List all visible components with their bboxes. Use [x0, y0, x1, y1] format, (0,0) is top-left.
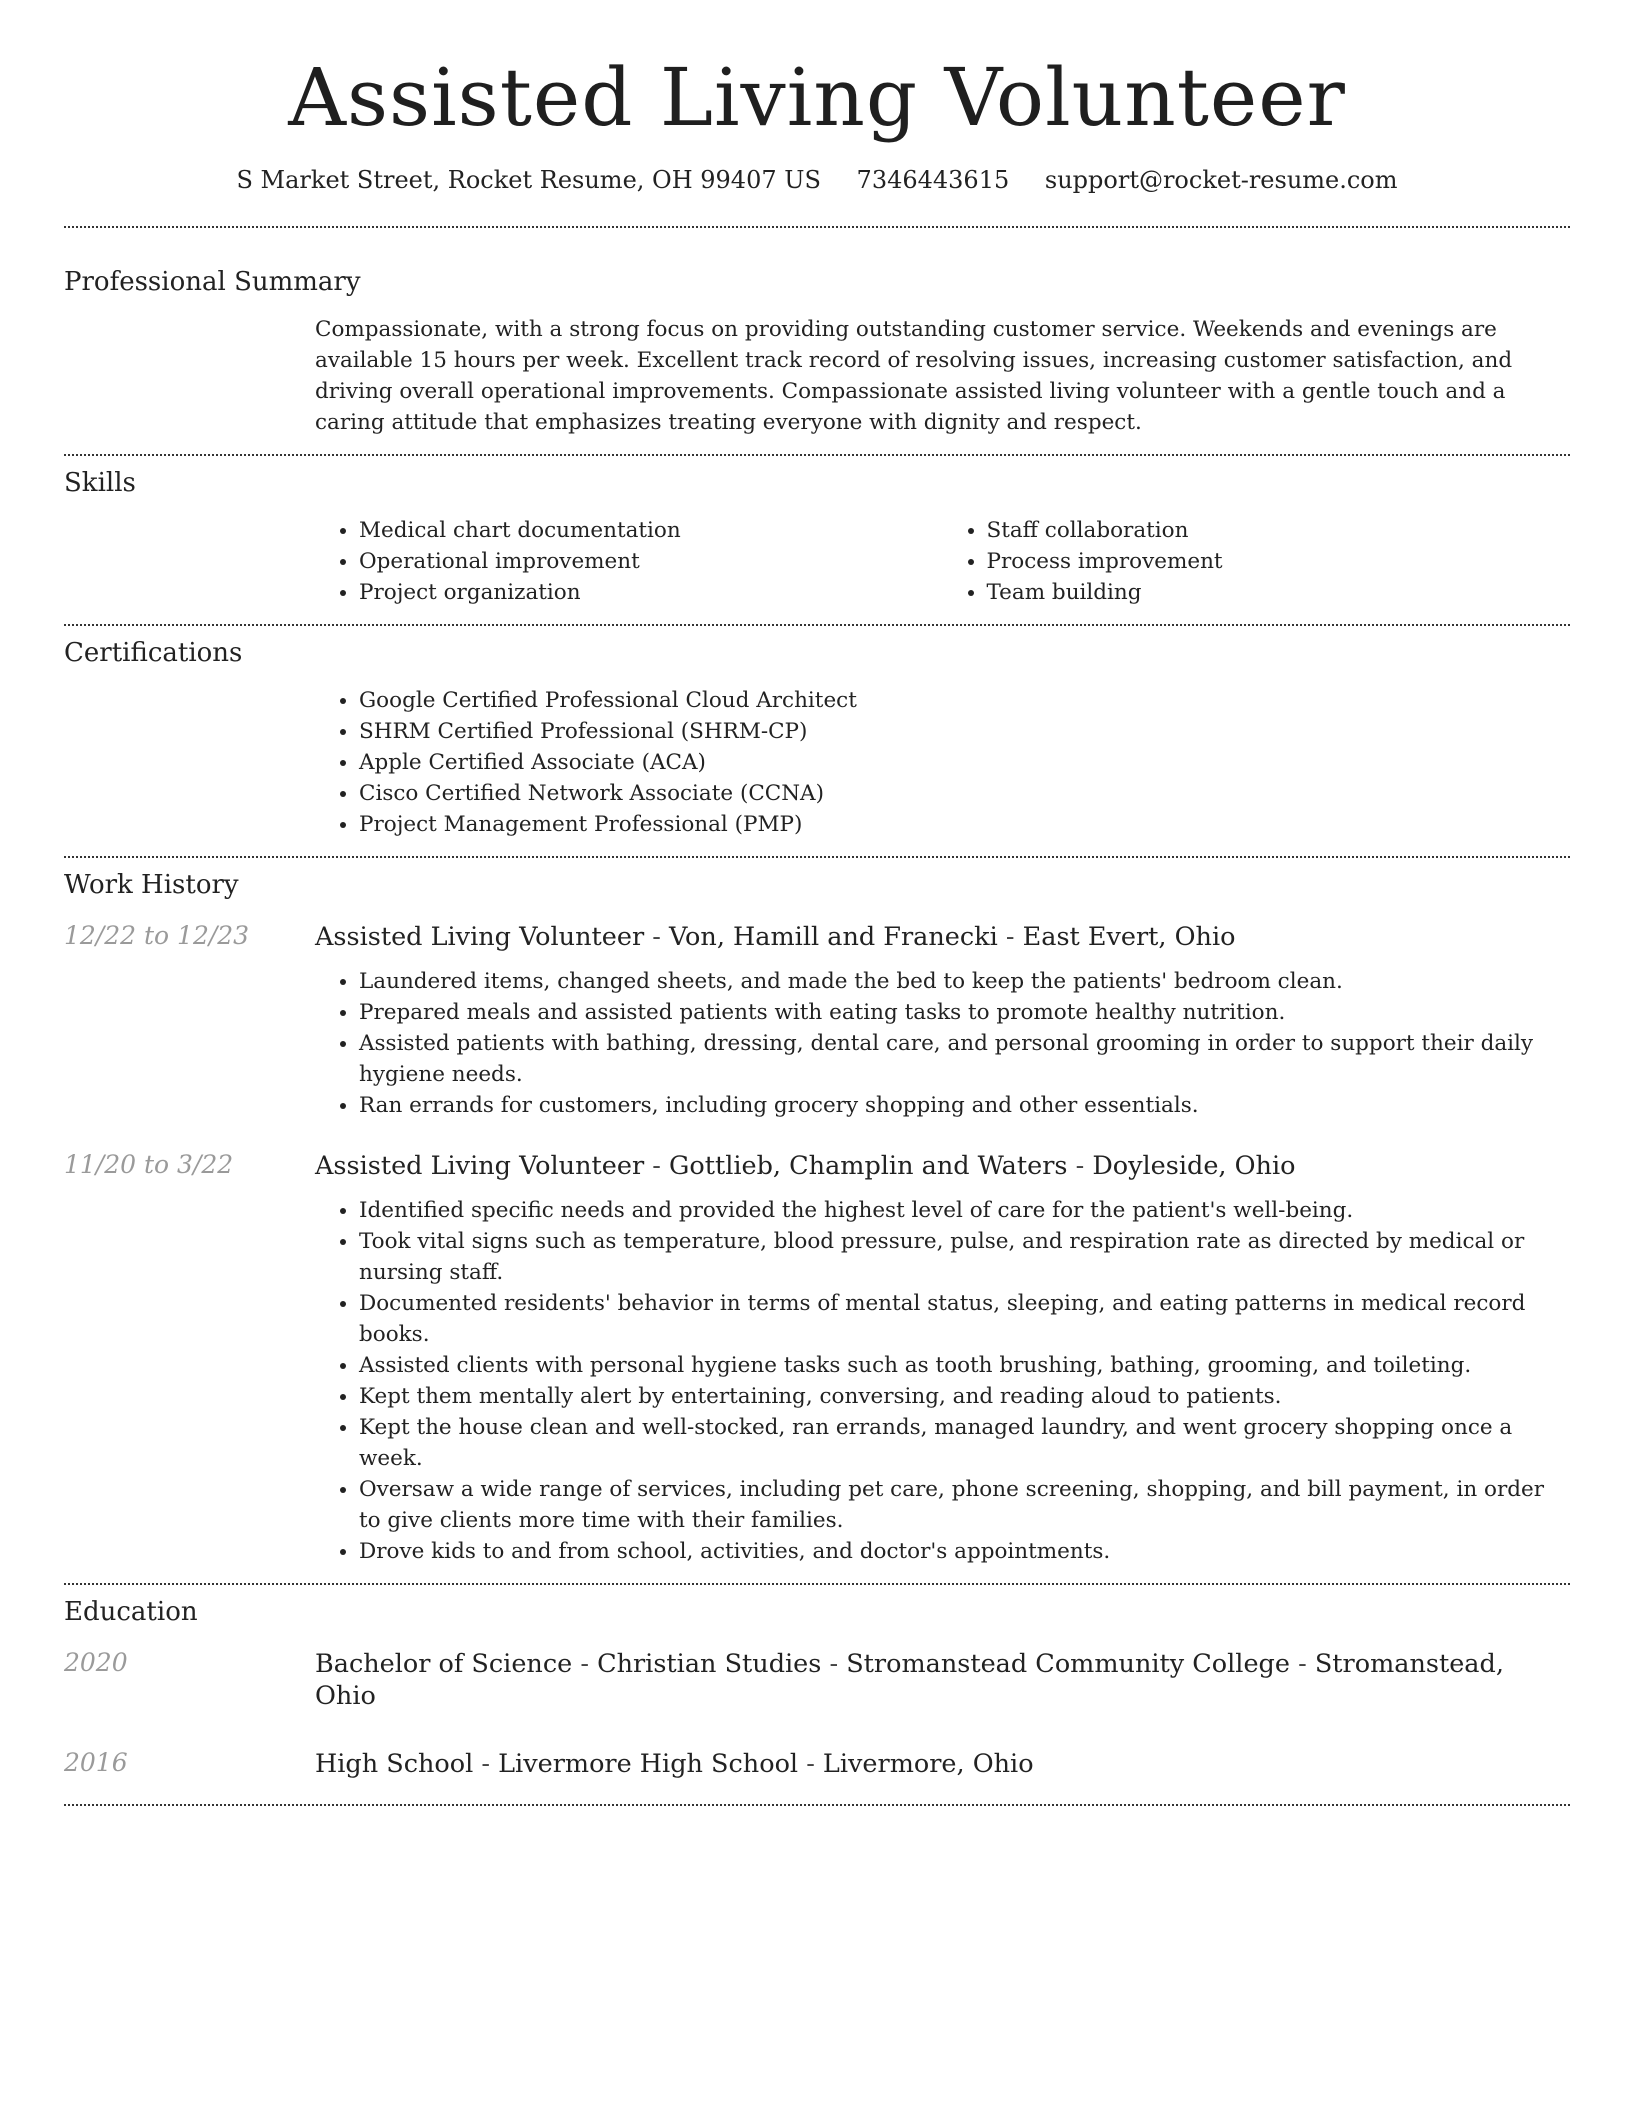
job-bullet: • Kept them mentally alert by entertaining, conversing, and reading aloud to patients.	[359, 1381, 1570, 1412]
resume-name: Assisted Living Volunteer	[288, 51, 1346, 144]
job-bullet: • Ran errands for customers, including grocery shopping and other essentials.	[359, 1090, 1570, 1121]
section-title-certifications: Certifications	[64, 638, 243, 668]
job-dates: 12/22 to 12/23	[64, 921, 250, 950]
certification-item: • Cisco Certified Network Associate (CCNA)	[359, 778, 1570, 809]
divider	[64, 856, 1570, 858]
section-title-summary: Professional Summary	[64, 267, 361, 297]
divider	[64, 1804, 1570, 1806]
education-school: Stromanstead Community College	[846, 1649, 1290, 1679]
skills-list-left	[315, 515, 943, 608]
skills-section	[64, 468, 1570, 608]
section-title-work: Work History	[64, 870, 239, 900]
education-section	[64, 1597, 1570, 1780]
certifications-list	[315, 685, 1570, 840]
education-year: 2020	[64, 1648, 128, 1677]
job-bullet: • Kept the house clean and well-stocked, ran errands, managed laundry, and went grocery shopping once a week.	[359, 1412, 1570, 1474]
education-location: Livermore, Ohio	[822, 1749, 1034, 1779]
job-company: Von, Hamill and Franecki	[668, 922, 998, 952]
job-bullets	[315, 966, 1570, 1121]
education-title-line: Bachelor of Science - Christian Studies - Stromanstead Community College - Stromanstead, Ohio	[315, 1649, 1504, 1711]
job-role: Assisted Living Volunteer	[315, 922, 645, 952]
resume-page	[64, 0, 1570, 1806]
certification-item: • Project Management Professional (PMP)	[359, 809, 1570, 840]
summary-text: Compassionate, with a strong focus on providing outstanding customer service. Weekends and evenings are available 15 hours per week. Excellent track record of resolving issues, increasing customer satisfaction, and driving overall operational improvements. Compassionate assisted living volunteer with a gentle touch and a caring attitude that emphasizes treating everyone with dignity and respect.	[315, 317, 1513, 435]
job-title-line: Assisted Living Volunteer - Von, Hamill and Franecki - East Evert, Ohio	[315, 922, 1236, 952]
education-degree: High School	[315, 1749, 474, 1779]
divider	[64, 1583, 1570, 1585]
education-field: Christian Studies	[597, 1649, 822, 1679]
skills-list-right	[943, 515, 1571, 608]
job-bullet: • Laundered items, changed sheets, and made the bed to keep the patients' bedroom clean.	[359, 966, 1570, 997]
summary-section	[64, 267, 1570, 438]
education-entry	[64, 1648, 1570, 1712]
certification-item: • Apple Certified Associate (ACA)	[359, 747, 1570, 778]
divider	[64, 226, 1570, 228]
job-entry	[64, 921, 1570, 1121]
job-title-line: Assisted Living Volunteer - Gottlieb, Champlin and Waters - Doyleside, Ohio	[315, 1151, 1296, 1181]
job-bullet: • Oversaw a wide range of services, including pet care, phone screening, shopping, and bill payment, in order to give clients more time with their families.	[359, 1474, 1570, 1536]
job-company: Gottlieb, Champlin and Waters	[668, 1151, 1068, 1181]
job-bullet: • Documented residents' behavior in terms of mental status, sleeping, and eating patterns in medical record books.	[359, 1288, 1570, 1350]
divider	[64, 624, 1570, 626]
job-dates: 11/20 to 3/22	[64, 1150, 234, 1179]
skill-item: • Project organization	[359, 577, 943, 608]
job-location: Doyleside, Ohio	[1092, 1151, 1296, 1181]
job-bullet: • Assisted patients with bathing, dressing, dental care, and personal grooming in order to support their daily hygiene needs.	[359, 1028, 1570, 1090]
job-entry	[64, 1150, 1570, 1567]
contact-phone: 7346443615	[856, 166, 1010, 194]
skill-item: • Process improvement	[987, 546, 1571, 577]
job-location: East Evert, Ohio	[1022, 922, 1236, 952]
contact-address: S Market Street, Rocket Resume, OH 99407 US	[236, 166, 821, 194]
skill-item: • Medical chart documentation	[359, 515, 943, 546]
skill-item: • Staff collaboration	[987, 515, 1571, 546]
work-history-section	[64, 870, 1570, 1567]
skill-item: • Team building	[987, 577, 1571, 608]
divider	[64, 454, 1570, 456]
job-bullet: • Identified specific needs and provided the highest level of care for the patient's well-being.	[359, 1195, 1570, 1226]
section-title-education: Education	[64, 1597, 198, 1627]
education-degree: Bachelor of Science	[315, 1649, 573, 1679]
contact-email: support@rocket-resume.com	[1044, 166, 1398, 194]
job-role: Assisted Living Volunteer	[315, 1151, 645, 1181]
certifications-section	[64, 638, 1570, 840]
certification-item: • SHRM Certified Professional (SHRM-CP)	[359, 716, 1570, 747]
certification-item: • Google Certified Professional Cloud Architect	[359, 685, 1570, 716]
section-title-skills: Skills	[64, 468, 136, 498]
job-bullets	[315, 1195, 1570, 1567]
job-bullet: • Drove kids to and from school, activities, and doctor's appointments.	[359, 1536, 1570, 1567]
job-bullet: • Prepared meals and assisted patients with eating tasks to promote healthy nutrition.	[359, 997, 1570, 1028]
education-school: Livermore High School	[498, 1749, 799, 1779]
education-location: Stromanstead, Ohio	[315, 1649, 1504, 1711]
education-entry	[64, 1748, 1570, 1780]
education-title-line: High School - Livermore High School - Livermore, Ohio	[315, 1749, 1034, 1779]
skill-item: • Operational improvement	[359, 546, 943, 577]
education-year: 2016	[64, 1748, 128, 1777]
job-bullet: • Took vital signs such as temperature, blood pressure, pulse, and respiration rate as directed by medical or nursing staff.	[359, 1226, 1570, 1288]
contact-line	[64, 166, 1570, 194]
job-bullet: • Assisted clients with personal hygiene tasks such as tooth brushing, bathing, grooming, and toileting.	[359, 1350, 1570, 1381]
